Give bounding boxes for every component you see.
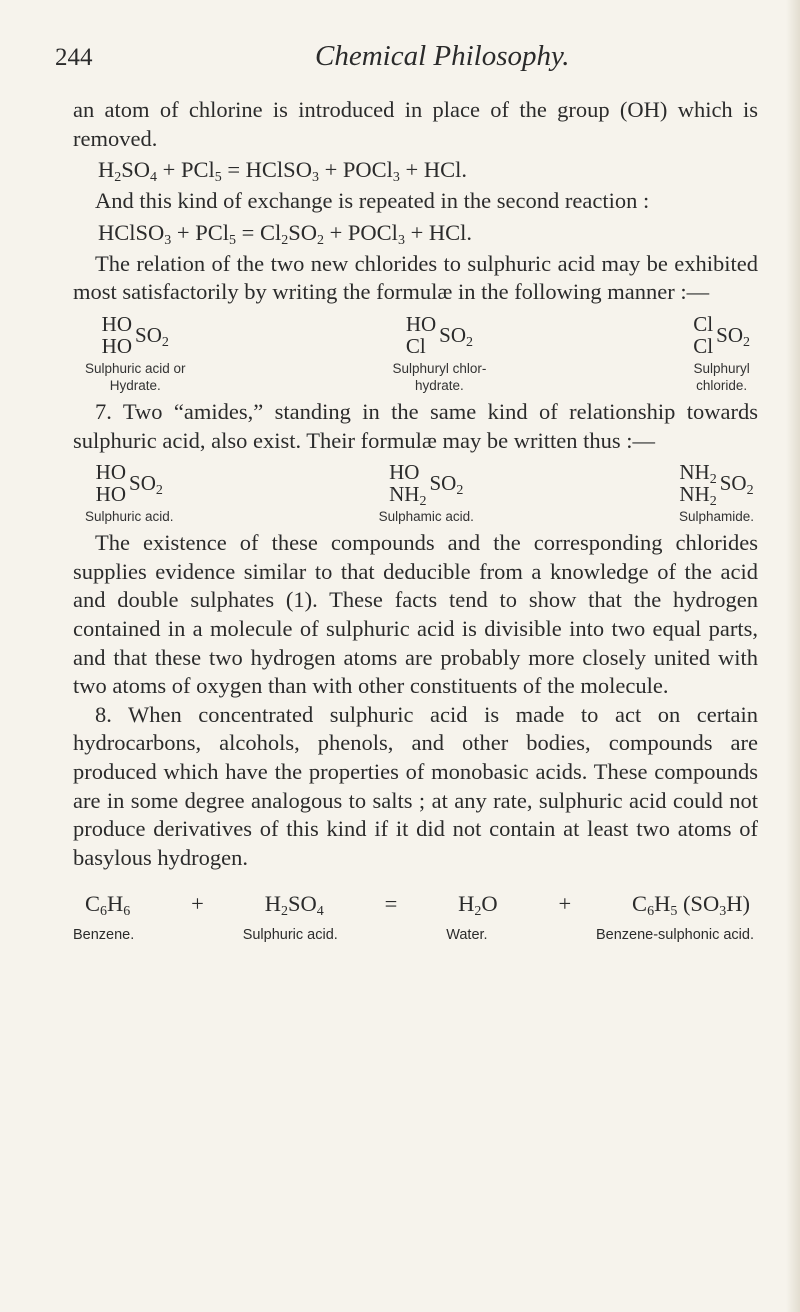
paragraph-section-8: 8. When concentrated sulphuric acid is made to act on certain hydrocarbons, alcohols, phenols, and other bodies, compounds are produced which have the properties of monobasic acids. These compounds are in some degree analogous to salts ; at any rate, sulphuric acid could not produce derivatives of this kind if it did not contain at least two atoms of basylous hydrogen. bbox=[73, 701, 758, 870]
equation-benzene: $C_6H_6$ + $H_2SO_4$ = $H_2O$ + $C_6H_5$ $(SO_3H)$ bbox=[85, 891, 750, 920]
term-water: $H_2O$ bbox=[458, 891, 498, 920]
page-number: 244 bbox=[55, 44, 93, 71]
formula-sulphuric-acid: HO HO $SO_2$ Sulphuric acid. bbox=[85, 460, 174, 525]
paragraph-continuation: an atom of chlorine is introduced in place of the group (OH) which is removed. bbox=[73, 97, 758, 151]
body-text bbox=[73, 96, 758, 949]
page-edge-shadow bbox=[786, 0, 800, 1312]
equation-1: $H_2SO_4 + PCl_5$ = HClSO$_3$ + POCl$_3$ + HCl. bbox=[98, 157, 467, 186]
equation-2: HClSO$_3$ + $PCl_5 = Cl_2SO_2$ + POCl$_3$ + HCl. bbox=[98, 219, 473, 248]
formula-row-chlorides bbox=[73, 313, 758, 394]
formula-sulphuric-hydrate: HO HO $SO_2$ Sulphuric acid or Hydrate. bbox=[85, 311, 186, 393]
running-title: Chemical Philosophy. bbox=[315, 40, 570, 72]
running-head bbox=[55, 40, 740, 80]
equation-benzene-captions: Benzene. Sulphuric acid. Water. Benzene-sulphonic acid. bbox=[73, 926, 754, 943]
paragraph-exchange: And this kind of exchange is repeated in the second reaction : bbox=[95, 188, 650, 214]
term-sulphuric: $H_2SO_4$ bbox=[264, 891, 324, 920]
paragraph-evidence: The existence of these compounds and the corresponding chlorides supplies evidence similar to that deducible from a knowledge of the acid and double sulphates (1). These facts tend to show that the hydrogen contained in a molecule of sulphuric acid is divisible into two equal parts, and that these two hydrogen atoms are probably more closely united with two atoms of oxygen than with other constituents of the molecule. bbox=[73, 530, 758, 699]
formula-sulphamide: $NH_2$ $NH_2$ $SO_2$ Sulphamide. bbox=[678, 460, 754, 525]
term-sulphonic: $C_6H_5$ $(SO_3H)$ bbox=[632, 891, 750, 920]
term-benzene: $C_6H_6$ bbox=[85, 891, 131, 920]
formula-row-amides bbox=[73, 461, 758, 525]
paragraph-relation: The relation of the two new chlorides to sulphuric acid may be exhibited most satisfactorily by writing the formulæ in the following manner :— bbox=[73, 250, 758, 305]
formula-sulphamic-acid: HO $NH_2$ $SO_2$ Sulphamic acid. bbox=[378, 460, 474, 525]
formula-sulphuryl-chlorhydrate: HO Cl $SO_2$ Sulphuryl chlor- hydrate. bbox=[392, 311, 487, 393]
paragraph-amides: 7. Two “amides,” standing in the same kind of relationship towards sulphuric acid, also exist. Their formulæ may be written thus :— bbox=[73, 398, 758, 453]
formula-sulphuryl-chloride: Cl Cl $SO_2$ Sulphuryl chloride. bbox=[693, 311, 750, 393]
